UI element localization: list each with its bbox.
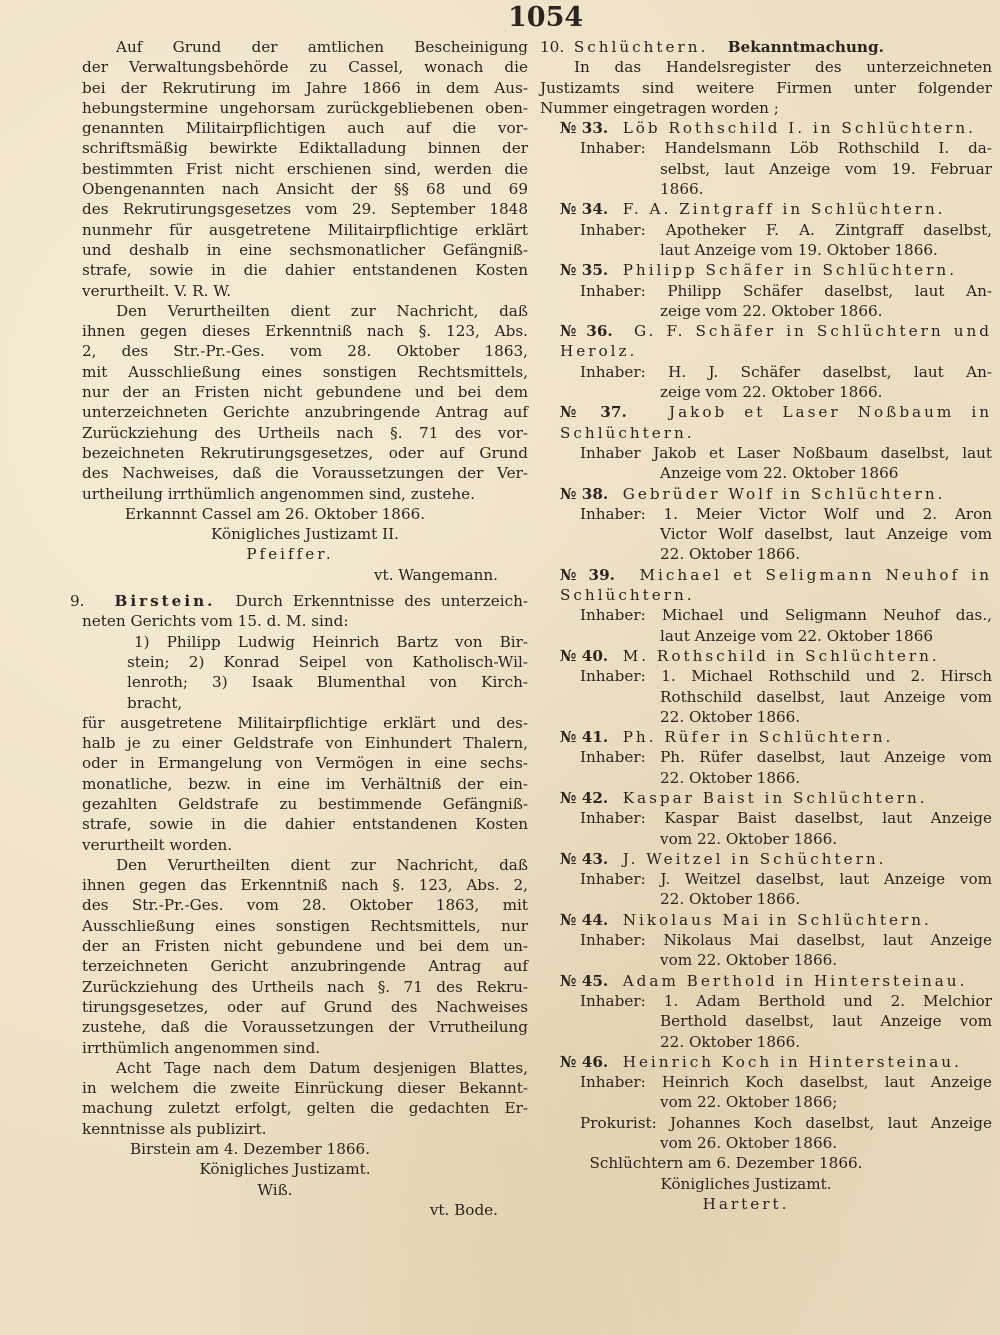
text-line: nur der an Fristen nicht gebundene und bei dem bbox=[82, 383, 528, 402]
authority: Königliches Justizamt II. bbox=[211, 525, 399, 544]
entry-firm: Gebrüder Wolf in Schlüchtern. bbox=[622, 484, 946, 503]
entry-firm: G. F. Schäfer in Schlüchtern und Herolz. bbox=[560, 322, 993, 361]
register-entry bbox=[540, 118, 992, 199]
authority: Königliches Justizamt. bbox=[660, 1174, 832, 1193]
owner-line: Prokurist: Johannes Koch daselbst, laut Anzeige bbox=[580, 1113, 992, 1132]
text-line: hebungstermine ungehorsam zurückgebliebenen oben- bbox=[82, 98, 528, 117]
text-line: verurtheilt worden. bbox=[82, 835, 233, 854]
register-entry bbox=[540, 1052, 992, 1153]
notice-10-intro bbox=[540, 57, 992, 118]
owner-line: Inhaber: J. Weitzel daselbst, laut Anzeige vom bbox=[580, 870, 992, 889]
signatory: Wiß. bbox=[257, 1180, 293, 1199]
entry-number: № 34. bbox=[560, 200, 609, 219]
text-line: 2, des Str.-Pr.-Ges. vom 28. Oktober 1863, bbox=[82, 342, 528, 361]
text-line: strafe, sowie in die dahier entstandenen Kosten bbox=[82, 261, 528, 280]
person-line: bracht, bbox=[127, 693, 183, 712]
owner-line: Inhaber: Ph. Rüfer daselbst, laut Anzeige vom bbox=[580, 748, 992, 767]
owner-line: 22. Oktober 1866. bbox=[660, 707, 801, 726]
entry-number: № 36. bbox=[560, 322, 613, 341]
owner-line: laut Anzeige vom 22. Oktober 1866 bbox=[660, 626, 934, 645]
owner-line: Victor Wolf daselbst, laut Anzeige vom bbox=[660, 525, 992, 544]
text-line: ihnen gegen dieses Erkenntniß nach §. 123, Abs. bbox=[82, 322, 528, 341]
notice-9 bbox=[70, 591, 529, 1220]
owner-line: 22. Oktober 1866. bbox=[660, 545, 801, 564]
notice-8-continued bbox=[82, 37, 528, 504]
page-number: 1054 bbox=[508, 2, 584, 33]
owner-line: vom 22. Oktober 1866. bbox=[660, 829, 838, 848]
entry-heading bbox=[540, 910, 992, 930]
entry-heading bbox=[540, 727, 992, 747]
text-line: Den Verurtheilten dient zur Nachricht, daß bbox=[116, 301, 528, 320]
register-entry bbox=[540, 971, 992, 1052]
persons-list bbox=[82, 632, 528, 713]
text-line: für ausgetretene Militairpflichtige erklärt und des- bbox=[82, 713, 528, 732]
register-entry bbox=[540, 849, 992, 910]
entry-number: № 46. bbox=[560, 1052, 609, 1071]
notice-10-heading-line bbox=[540, 37, 992, 57]
text-line: bestimmten Frist nicht erschienen sind, werden die bbox=[82, 159, 528, 178]
text-line: kenntnisse als publizirt. bbox=[82, 1119, 267, 1138]
entry-heading bbox=[540, 788, 992, 808]
text-line: nunmehr für ausgetretene Militairpflichtige erklärt bbox=[82, 220, 528, 239]
owner-line: 22. Oktober 1866. bbox=[660, 890, 801, 909]
owner-line: Rothschild daselbst, laut Anzeige vom bbox=[660, 687, 992, 706]
entry-firm: Jakob et Laser Noßbaum in Schlüchtern. bbox=[560, 403, 992, 442]
entry-number: № 38. bbox=[560, 484, 609, 503]
text-line: mit Ausschließung eines sonstigen Rechtsmittels, bbox=[82, 362, 528, 381]
text-line: genannten Militairpflichtigen auch auf die vor- bbox=[82, 119, 528, 138]
person-line: lenroth; 3) Isaak Blumenthal von Kirch- bbox=[127, 673, 528, 692]
text-line: des Str.-Pr.-Ges. vom 28. Oktober 1863, mit bbox=[82, 896, 528, 915]
text-line: des Nachweises, daß die Voraussetzungen der Ver- bbox=[82, 464, 528, 483]
entry-firm: Philipp Schäfer in Schlüchtern. bbox=[622, 261, 958, 280]
register-entry bbox=[540, 727, 992, 788]
text-line: strafe, sowie in die dahier entstandenen Kosten bbox=[82, 815, 528, 834]
entry-heading bbox=[540, 565, 992, 606]
entry-heading bbox=[540, 971, 992, 991]
owner-line: Inhaber Jakob et Laser Noßbaum daselbst, laut bbox=[580, 443, 992, 462]
text-line: monatliche, bezw. in eine im Verhältniß der ein- bbox=[82, 774, 528, 793]
text-line: in welchem die zweite Einrückung dieser Bekannt- bbox=[82, 1079, 528, 1098]
entry-firm: Nikolaus Mai in Schlüchtern. bbox=[622, 910, 932, 929]
entry-number: № 37. bbox=[560, 403, 627, 422]
signatory: Pfeiffer. bbox=[246, 545, 334, 564]
owner-line: zeige vom 22. Oktober 1866. bbox=[660, 383, 883, 402]
notice-place: Schlüchtern. bbox=[573, 38, 709, 56]
register-entry bbox=[540, 321, 992, 402]
register-entry bbox=[540, 484, 992, 565]
entry-number: № 39. bbox=[560, 565, 615, 584]
entry-firm: Michael et Seligmann Neuhof in Schlüchtern. bbox=[560, 565, 993, 605]
text-line: Nummer eingetragen worden ; bbox=[540, 98, 779, 117]
entry-firm: J. Weitzel in Schüchtern. bbox=[622, 849, 887, 868]
text-line: und deshalb in eine sechsmonatlicher Gefängniß- bbox=[82, 240, 528, 259]
countersign: vt. Wangemann. bbox=[373, 565, 498, 584]
entry-number: № 35. bbox=[560, 261, 609, 280]
register-entry bbox=[540, 910, 992, 971]
owner-line: Inhaber: 1. Michael Rothschild und 2. Hirsch bbox=[580, 667, 992, 686]
text-line: bezeichneten Rekrutirungsgesetzes, oder auf Grund bbox=[82, 443, 528, 462]
notice-place: Birstein. bbox=[114, 592, 216, 611]
text-line: unterzeichneten Gerichte anzubringende Antrag auf bbox=[82, 403, 528, 422]
owner-line: Inhaber: Michael und Seligmann Neuhof das., bbox=[580, 606, 992, 625]
entry-heading bbox=[540, 484, 992, 504]
text-line: halb je zu einer Geldstrafe von Einhundert Thalern, bbox=[82, 734, 528, 753]
dateline: Erkannnt Cassel am 26. Oktober 1866. bbox=[124, 504, 426, 523]
text-line: Obengenannten nach Ansicht der §§ 68 und 69 bbox=[82, 180, 528, 199]
entry-number: № 43. bbox=[560, 849, 609, 868]
right-column bbox=[540, 37, 992, 1214]
register-entries bbox=[540, 118, 992, 1153]
entry-firm: Löb Rothschild I. in Schlüchtern. bbox=[622, 119, 976, 138]
left-column bbox=[70, 37, 529, 1220]
text-line: ihnen gegen das Erkenntniß nach §. 123, Abs. 2, bbox=[82, 876, 528, 895]
notice-9-body bbox=[82, 713, 528, 1139]
owner-line: 1866. bbox=[660, 180, 704, 199]
text-line: der an Fristen nicht gebundene und bei dem un- bbox=[82, 937, 528, 956]
register-entry bbox=[540, 199, 992, 260]
text-line: gezahlten Geldstrafe zu bestimmende Gefängniß- bbox=[82, 794, 528, 813]
text-line: urtheilung irrthümlich angenommen sind, zustehe. bbox=[82, 484, 475, 503]
text-line: Den Verurtheilten dient zur Nachricht, daß bbox=[116, 855, 528, 874]
notice-number: 10. bbox=[540, 38, 565, 56]
text-line: In das Handelsregister des unterzeichneten bbox=[574, 58, 992, 77]
owner-line: zeige vom 22. Oktober 1866. bbox=[660, 301, 883, 320]
text-line: Acht Tage nach dem Datum desjenigen Blattes, bbox=[116, 1058, 528, 1077]
notice-title: Bekanntmachung. bbox=[727, 38, 884, 56]
register-entry bbox=[540, 646, 992, 727]
dateline: Birstein am 4. Dezember 1866. bbox=[129, 1140, 371, 1159]
owner-line: 22. Oktober 1866. bbox=[660, 1032, 801, 1051]
entry-heading bbox=[540, 321, 992, 362]
register-entry bbox=[540, 402, 992, 483]
entry-firm: F. A. Zintgraff in Schlüchtern. bbox=[622, 200, 946, 219]
entry-firm: Heinrich Koch in Hintersteinau. bbox=[622, 1052, 962, 1071]
register-entry bbox=[540, 565, 992, 646]
text-line: zustehe, daß die Voraussetzungen der Vrrutheilung bbox=[82, 1018, 528, 1037]
entry-number: № 40. bbox=[560, 646, 609, 665]
owner-line: 22. Oktober 1866. bbox=[660, 768, 801, 787]
text-line: machung zuletzt erfolgt, gelten die gedachten Er- bbox=[82, 1099, 528, 1118]
authority: Königliches Justizamt. bbox=[199, 1160, 371, 1179]
text-line: oder in Ermangelung von Vermögen in eine sechs- bbox=[82, 754, 528, 773]
owner-line: vom 26. Oktober 1866. bbox=[660, 1134, 838, 1153]
owner-line: Inhaber: 1. Meier Victor Wolf und 2. Aron bbox=[580, 504, 992, 523]
person-line: 1) Philipp Ludwig Heinrich Bartz von Bir- bbox=[134, 632, 528, 651]
text-line: Justizamts sind weitere Firmen unter folgender bbox=[540, 78, 992, 97]
entry-number: № 44. bbox=[560, 910, 609, 929]
notice-number: 9. bbox=[70, 592, 85, 611]
entry-heading bbox=[540, 260, 992, 280]
text-line: Zurückziehung des Urtheils nach §. 71 des vor- bbox=[82, 423, 528, 442]
entry-firm: Kaspar Baist in Schlüchtern. bbox=[622, 788, 928, 807]
register-entry bbox=[540, 788, 992, 849]
owner-line: Inhaber: H. J. Schäfer daselbst, laut An- bbox=[580, 362, 992, 381]
dateline: Schlüchtern am 6. Dezember 1866. bbox=[589, 1154, 863, 1173]
entry-heading bbox=[540, 849, 992, 869]
signatory: Hartert. bbox=[702, 1194, 790, 1213]
text-line: Auf Grund der amtlichen Bescheinigung bbox=[116, 38, 528, 56]
entry-firm: Adam Berthold in Hintersteinau. bbox=[622, 971, 968, 990]
notice-text: Durch Erkenntnisse des unterzeich- bbox=[235, 592, 529, 611]
owner-line: vom 22. Oktober 1866. bbox=[660, 951, 838, 970]
register-entry bbox=[540, 260, 992, 321]
entry-number: № 41. bbox=[560, 728, 609, 747]
owner-line: Inhaber: Nikolaus Mai daselbst, laut Anzeige bbox=[580, 931, 992, 950]
text-line: verurtheilt. V. R. W. bbox=[82, 281, 232, 300]
text-line: terzeichneten Gericht anzubringende Antrag auf bbox=[82, 957, 528, 976]
owner-line: Inhaber: Heinrich Koch daselbst, laut Anzeige bbox=[580, 1073, 992, 1092]
text-line: schriftsmäßig bewirkte Ediktalladung binnen der bbox=[82, 139, 528, 158]
text-line: der Verwaltungsbehörde zu Cassel, wonach die bbox=[82, 58, 528, 77]
owner-line: selbst, laut Anzeige vom 19. Februar bbox=[660, 159, 992, 178]
owner-line: Anzeige vom 22. Oktober 1866 bbox=[660, 464, 899, 483]
owner-line: Inhaber: Handelsmann Löb Rothschild I. da- bbox=[580, 139, 992, 158]
owner-line: Berthold daselbst, laut Anzeige vom bbox=[660, 1012, 992, 1031]
owner-line: Inhaber: Philipp Schäfer daselbst, laut An- bbox=[580, 281, 992, 300]
owner-line: Inhaber: 1. Adam Berthold und 2. Melchior bbox=[580, 991, 992, 1010]
entry-firm: M. Rothschild in Schlüchtern. bbox=[622, 646, 940, 665]
entry-number: № 42. bbox=[560, 788, 609, 807]
text-line: des Rekrutirungsgesetzes vom 29. September 1848 bbox=[82, 200, 528, 219]
text-line: neten Gerichts vom 15. d. M. sind: bbox=[82, 612, 349, 631]
entry-heading bbox=[540, 646, 992, 666]
entry-heading bbox=[540, 402, 992, 443]
entry-number: № 33. bbox=[560, 119, 609, 138]
text-line: irrthümlich angenommen sind. bbox=[82, 1038, 321, 1057]
text-line: bei der Rekrutirung im Jahre 1866 in dem Aus- bbox=[82, 78, 528, 97]
entry-number: № 45. bbox=[560, 971, 609, 990]
notice-9-heading-line bbox=[70, 591, 528, 611]
text-line: tirungsgesetzes, oder auf Grund des Nachweises bbox=[82, 997, 528, 1016]
owner-line: laut Anzeige vom 19. Oktober 1866. bbox=[660, 240, 938, 259]
text-line: Zurückziehung des Urtheils nach §. 71 des Rekru- bbox=[82, 977, 528, 996]
text-line: Ausschließung eines sonstigen Rechtsmittels, nur bbox=[82, 916, 528, 935]
owner-line: vom 22. Oktober 1866; bbox=[660, 1093, 838, 1112]
entry-firm: Ph. Rüfer in Schlüchtern. bbox=[622, 728, 894, 747]
owner-line: Inhaber: Kaspar Baist daselbst, laut Anzeige bbox=[580, 809, 992, 828]
person-line: stein; 2) Konrad Seipel von Katholisch-Wil- bbox=[127, 652, 528, 671]
entry-heading bbox=[540, 199, 992, 219]
owner-line: Inhaber: Apotheker F. A. Zintgraff daselbst, bbox=[580, 220, 992, 239]
countersign: vt. Bode. bbox=[429, 1200, 498, 1219]
entry-heading bbox=[540, 118, 992, 138]
entry-heading bbox=[540, 1052, 992, 1072]
